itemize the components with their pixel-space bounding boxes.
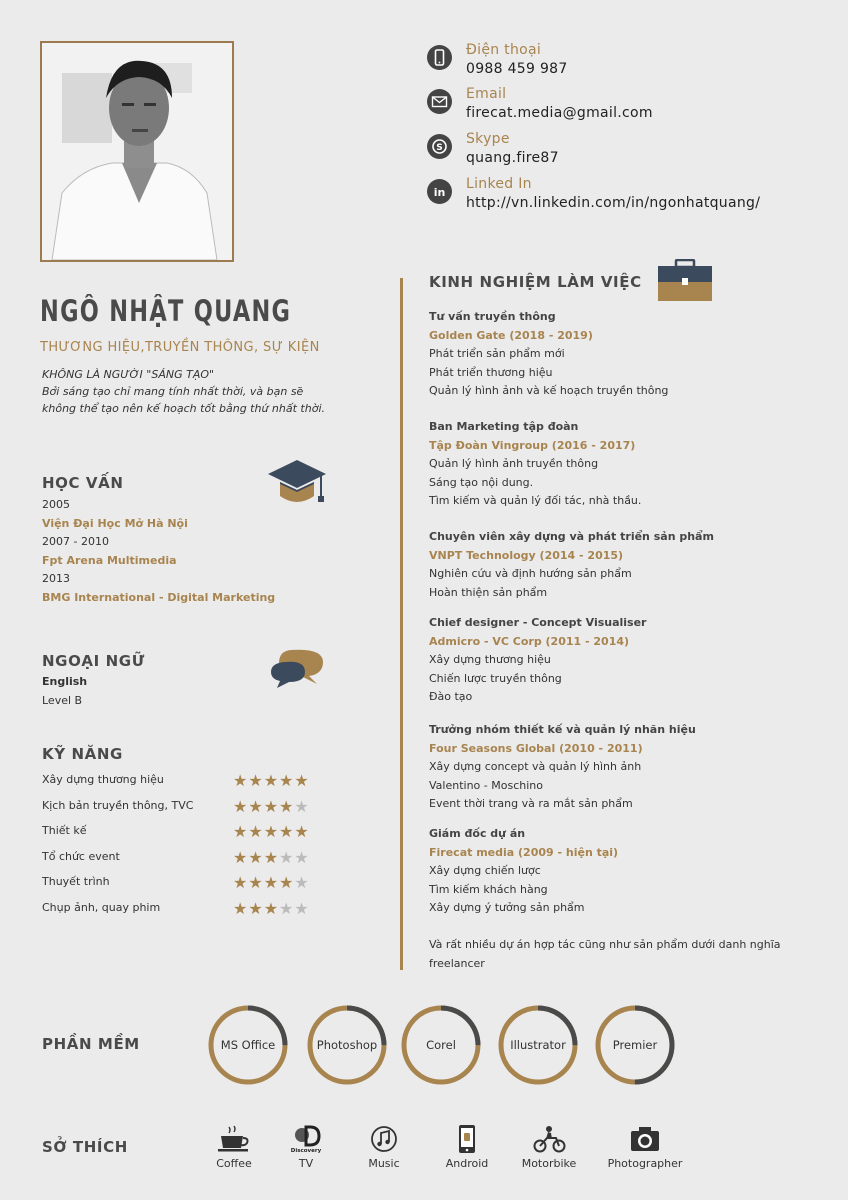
hobby-label: Coffee [216,1157,252,1170]
star-icon: ★ [263,822,279,842]
star-icon: ★ [279,847,294,867]
education-year: 2005 [42,498,70,511]
star-icon: ★ [248,847,263,867]
contact-skype [427,131,827,171]
job-duty: Valentino - Moschino [429,778,543,792]
skill-name: Xây dựng thương hiệu [42,773,164,786]
motorbike-icon [504,1124,594,1154]
skill-name: Thiết kế [42,824,87,838]
job-duty: Event thời trang và ra mắt sản phẩm [429,797,633,811]
skill-name: Chụp ảnh, quay phim [42,901,161,914]
profile-photo [40,41,234,262]
svg-text:in: in [433,186,446,199]
job-duty: Xây dựng chiến lược [429,864,541,878]
job-company: Tập Đoàn Vingroup (2016 - 2017) [429,438,636,452]
job-duty: Chiến lược truyền thông [429,671,562,685]
hobby-label: Photographer [607,1157,683,1170]
job-duty: Xây dựng concept và quản lý hình ảnh [429,760,642,774]
star-icon: ★ [294,873,309,893]
star-icon: ★ [233,873,248,893]
star-icon: ★ [233,899,248,918]
software-ring [307,1005,387,1085]
skill-rating [233,822,310,841]
skill-rating [233,797,310,816]
skill-name: Kịch bản truyền thông, TVC [42,798,194,812]
contact-label: Điện thoại [466,42,542,58]
hobbies-title: SỞ THÍCH [42,1138,128,1156]
portrait-image [42,43,232,260]
education-list [42,496,275,608]
job-company: VNPT Technology (2014 - 2015) [429,548,624,562]
skill-row [42,873,342,893]
job-company: Admicro - VC Corp (2011 - 2014) [429,634,630,648]
job-duty: Đào tạo [429,690,473,704]
hobby-label: Motorbike [521,1157,577,1170]
skill-row [42,848,342,868]
column-divider [400,278,403,970]
experience-title: KINH NGHIỆM LÀM VIỆC [429,273,642,291]
job-title: Tư vấn truyền thông [429,310,556,323]
star-icon: ★ [233,796,248,816]
footer-line: Và rất nhiều dự án hợp tác cũng như sản phẩm dưới danh nghĩa [429,938,781,951]
hobby-music [339,1124,429,1170]
job-entry [429,308,819,401]
languages-title: NGOẠI NGỮ [42,652,145,670]
job-duty: Tìm kiếm và quản lý đối tác, nhà thầu. [429,494,642,508]
hobby-tv [261,1124,351,1170]
skill-rating [233,771,310,790]
education-school: Viện Đại Học Mở Hà Nội [42,516,188,530]
hobby-android [422,1124,512,1170]
personal-quote [42,366,362,417]
star-icon: ★ [263,899,279,918]
education-title: HỌC VẤN [42,474,124,492]
job-entry [429,614,819,707]
star-icon: ★ [294,899,309,918]
contact-phone [427,42,827,82]
experience-footer [429,936,809,973]
software-ring [401,1005,481,1085]
job-duty: Sáng tạo nội dung. [429,475,534,489]
language-name: English [42,675,88,688]
job-duty: Quản lý hình ảnh và kế hoạch truyền thông [429,384,669,398]
star-icon: ★ [263,796,279,816]
job-title: Giám đốc dự án [429,827,526,840]
footer-line: freelancer [429,956,485,970]
hobby-motorbike [504,1124,594,1170]
software-ring [208,1005,288,1085]
star-icon: ★ [279,796,294,816]
skills-title: KỸ NĂNG [42,745,123,763]
star-icon: ★ [248,796,263,816]
skill-row [42,822,342,842]
star-icon: ★ [294,847,309,867]
education-year: 2007 - 2010 [42,535,109,549]
star-icon: ★ [263,847,279,867]
graduation-cap-icon [266,456,328,512]
hobby-label: Android [445,1157,489,1170]
discovery-tv-icon [261,1124,351,1154]
software-name: Photoshop [316,1038,378,1052]
job-duty: Phát triển sản phẩm mới [429,347,565,361]
job-title: Chuyên viên xây dựng và phát triển sản phẩm [429,530,714,543]
job-duty: Xây dựng ý tưởng sản phẩm [429,901,585,915]
star-icon: ★ [294,796,309,816]
job-company: Firecat media (2009 - hiện tại) [429,845,619,859]
android-phone-icon [422,1124,512,1154]
star-icon: ★ [279,899,294,918]
education-school: Fpt Arena Multimedia [42,553,177,567]
job-role: THƯƠNG HIỆU,TRUYỀN THÔNG, SỰ KIỆN [40,340,320,355]
software-name: MS Office [220,1038,276,1052]
star-icon: ★ [279,822,294,842]
star-icon: ★ [263,771,279,790]
linkedin-url[interactable]: http://vn.linkedin.com/in/ngonhatquang/ [466,195,761,211]
skill-row [42,797,342,817]
email-address[interactable]: firecat.media@gmail.com [466,105,653,121]
software-ring [595,1005,675,1085]
job-duty: Quản lý hình ảnh truyền thông [429,457,599,471]
job-title: Ban Marketing tập đoàn [429,420,579,433]
linkedin-icon [427,179,452,204]
quote-line: Bởi sáng tạo chỉ mang tính nhất thời, và bạn sẽ [42,385,304,398]
job-entry [429,528,819,602]
quote-line: không thể tạo nên kế hoạch tốt bằng thứ nhất thời. [42,402,325,415]
full-name: NGÔ NHẬT QUANG [40,294,292,328]
skill-rating [233,848,310,867]
job-duty: Nghiên cứu và định hướng sản phẩm [429,567,632,581]
music-note-icon [339,1124,429,1154]
speech-bubbles-icon [271,648,325,694]
skill-row [42,899,342,919]
camera-icon [600,1124,690,1154]
hobby-photographer [600,1124,690,1170]
language-level: Level B [42,693,83,707]
star-icon: ★ [248,899,263,918]
quote-title: KHÔNG LÀ NGƯỜI "SÁNG TẠO" [42,368,215,381]
job-duty: Xây dựng thương hiệu [429,653,551,667]
software-name: Illustrator [510,1038,566,1052]
skill-row [42,771,342,791]
education-school: BMG International - Digital Marketing [42,590,276,604]
skill-rating [233,873,310,892]
skill-name: Tổ chức event [42,849,120,863]
contact-email [427,86,827,126]
job-duty: Tìm kiếm khách hàng [429,882,548,896]
star-icon: ★ [263,873,279,893]
skill-name: Thuyết trình [42,875,110,889]
star-icon: ★ [294,822,309,842]
hobby-label: Music [368,1157,400,1170]
skype-id[interactable]: quang.fire87 [466,150,559,166]
job-company: Golden Gate (2018 - 2019) [429,328,593,342]
job-duty: Hoàn thiện sản phẩm [429,585,548,599]
job-duty: Phát triển thương hiệu [429,365,553,379]
skill-rating [233,899,310,918]
star-icon: ★ [279,771,294,790]
education-year: 2013 [42,572,70,586]
skype-icon [427,134,452,159]
star-icon: ★ [248,771,263,790]
contact-linkedin [427,176,827,216]
contact-label: Skype [466,131,510,147]
phone-icon [427,45,452,70]
star-icon: ★ [233,847,248,867]
language-info [42,673,87,710]
job-entry [429,721,819,814]
job-entry [429,825,819,918]
software-name: Corel [426,1038,456,1052]
star-icon: ★ [279,873,294,893]
briefcase-icon [658,259,712,305]
svg-text:S: S [436,143,443,153]
star-icon: ★ [294,771,309,790]
job-title: Trưởng nhóm thiết kế và quản lý nhãn hiệu [429,723,696,736]
contact-label: Email [466,86,507,102]
job-title: Chief designer - Concept Visualiser [429,616,647,629]
job-company: Four Seasons Global (2010 - 2011) [429,741,643,755]
phone-number[interactable]: 0988 459 987 [466,61,568,77]
star-icon: ★ [233,771,248,790]
mail-icon [427,89,452,114]
software-name: Premier [612,1038,658,1052]
software-ring [498,1005,578,1085]
hobby-label: TV [298,1157,314,1170]
star-icon: ★ [248,873,263,893]
star-icon: ★ [233,822,248,842]
software-title: PHẦN MỀM [42,1035,140,1053]
discovery-logo-text: Discovery [290,1148,322,1154]
job-entry [429,418,819,511]
star-icon: ★ [248,822,263,842]
contact-label: Linked In [466,176,532,192]
